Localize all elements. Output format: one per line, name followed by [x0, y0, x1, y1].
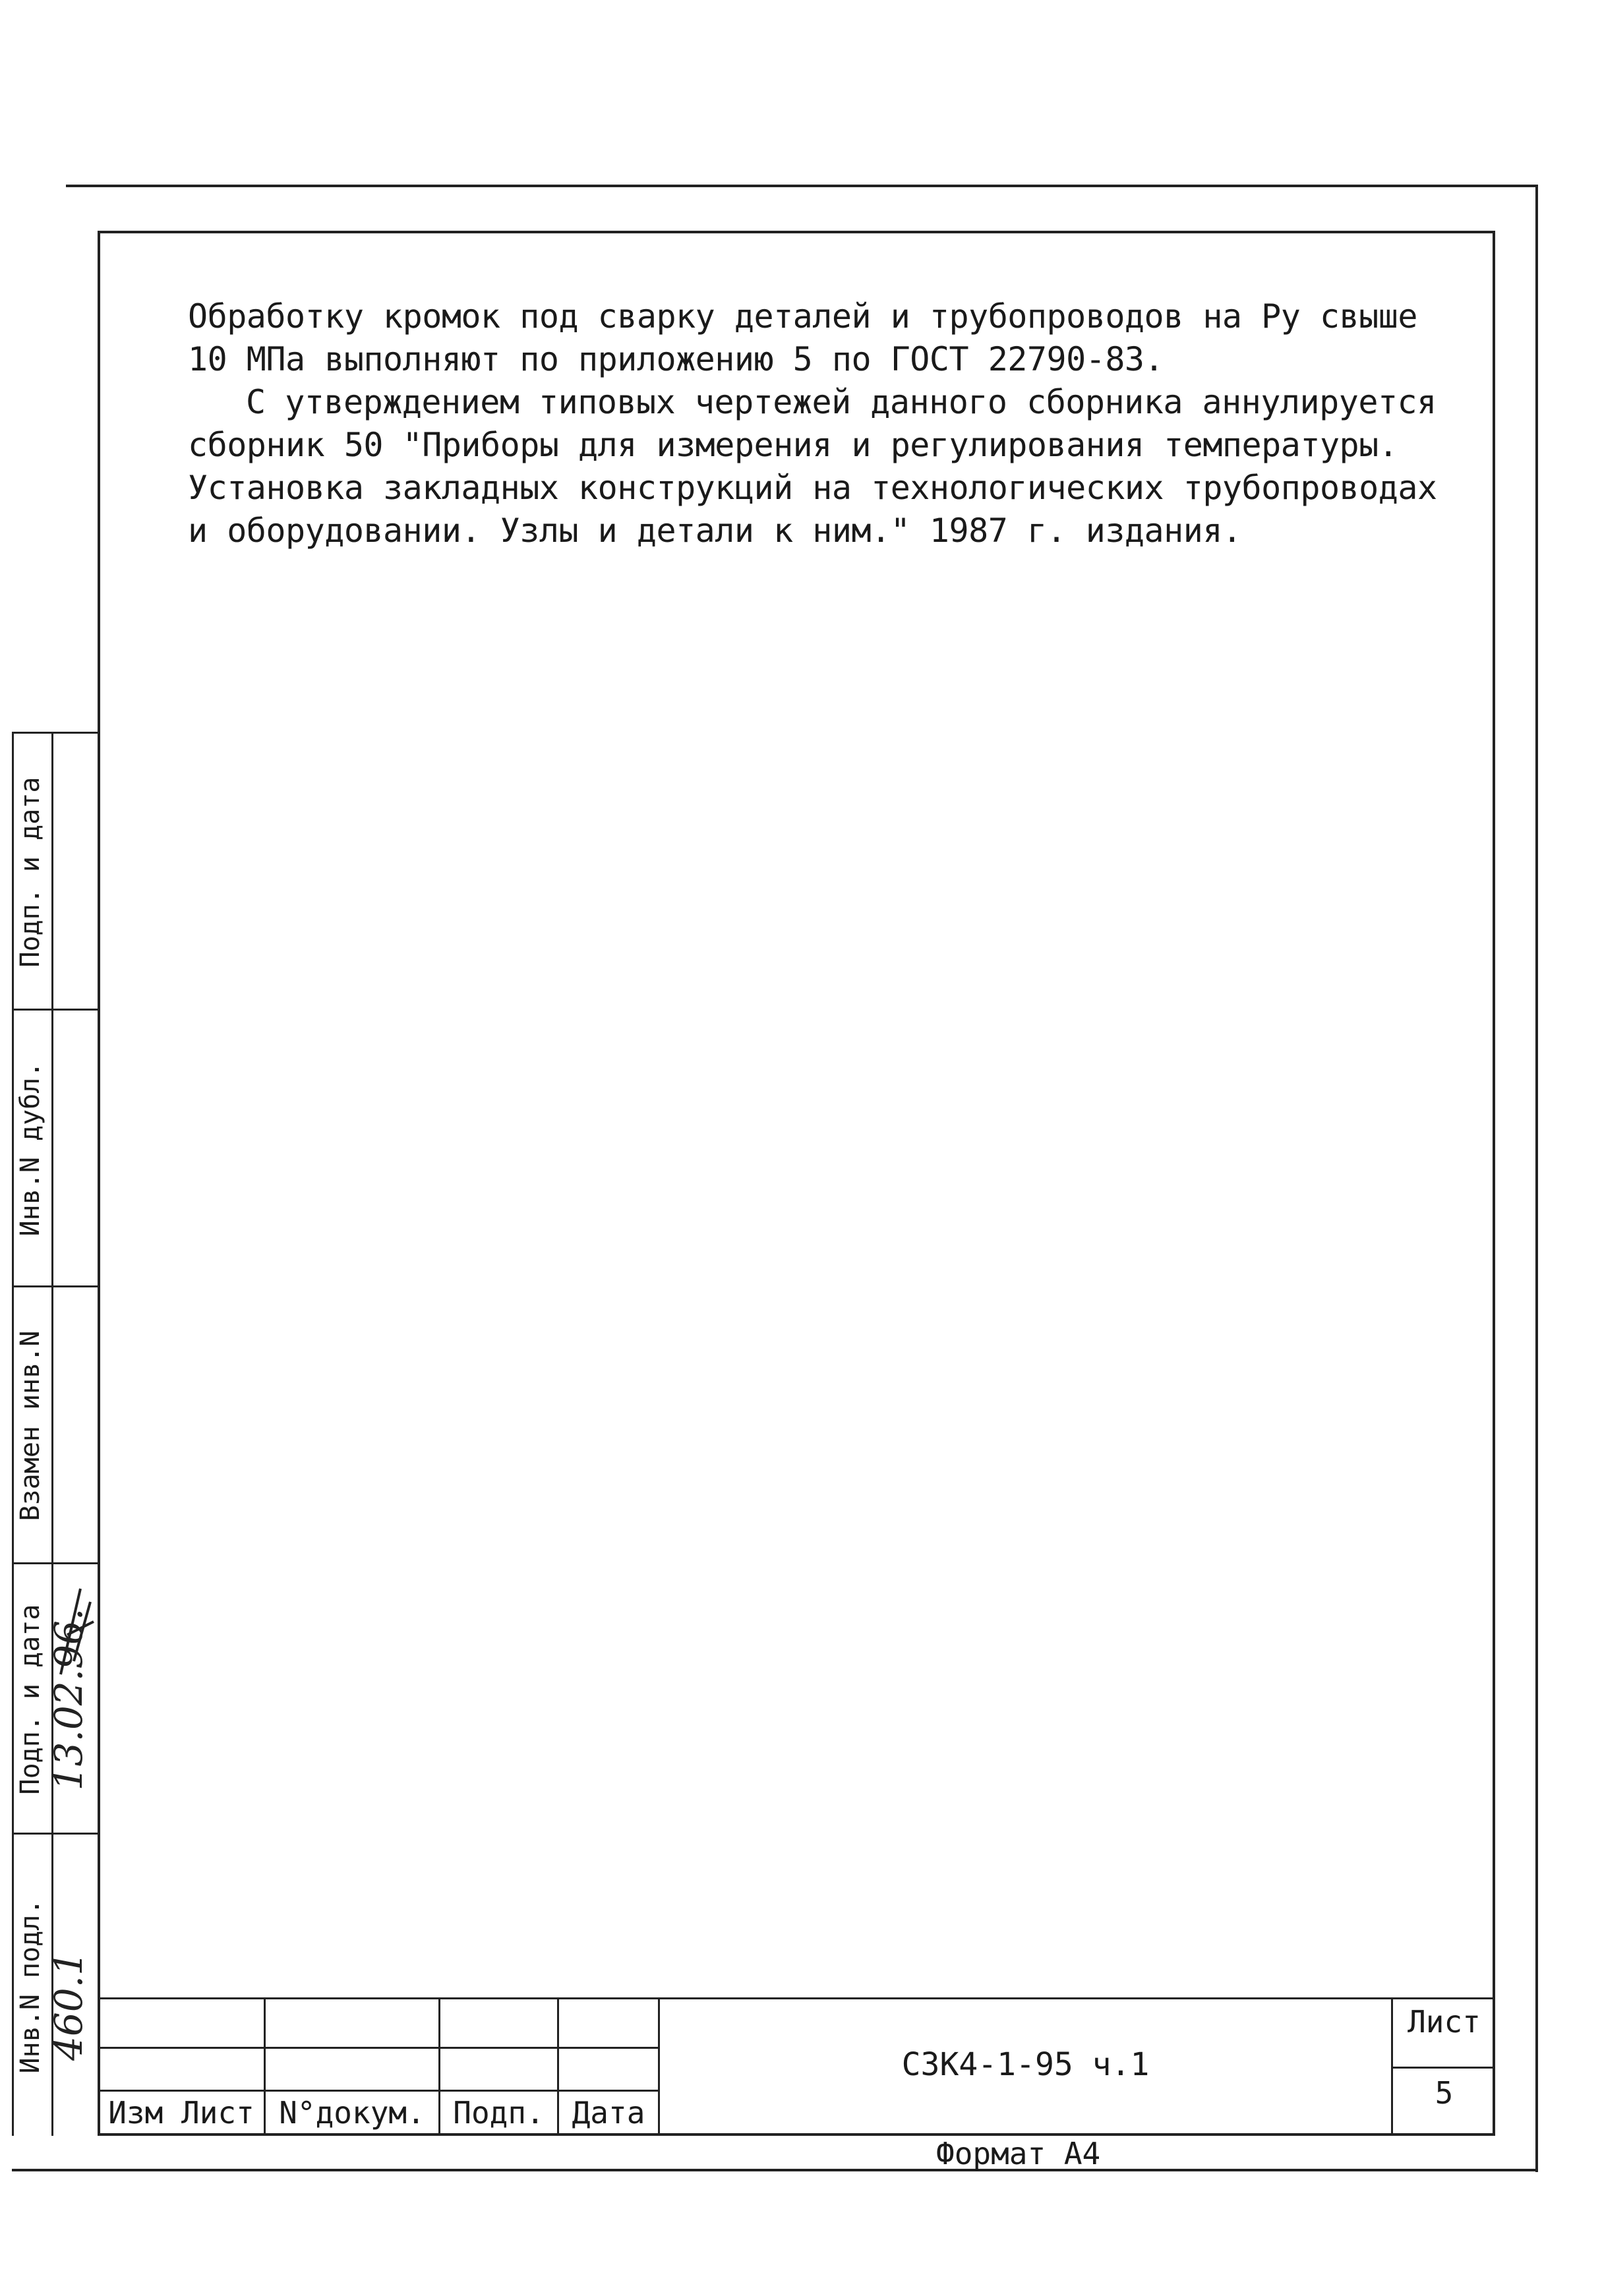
title-block-row	[98, 2090, 658, 2092]
side-field-vzamen-inv: Взамен инв.N	[15, 1330, 45, 1521]
body-line: Установка закладных конструкций на технологических трубопроводах	[188, 469, 1437, 507]
sheet-cell-divider	[1391, 2067, 1495, 2069]
side-field-inv-podl: Инв.N подл.	[15, 1899, 45, 2074]
handwritten-date: 13.02.96.	[46, 1608, 91, 1791]
body-line: и оборудовании. Узлы и детали к ним." 1987 г. издания.	[188, 512, 1242, 550]
sheet-number: 5	[1435, 2075, 1454, 2111]
side-field-podp-data-2: Подп. и дата	[15, 1604, 45, 1795]
body-line: сборник 50 "Приборы для измерения и регулирования температуры.	[188, 426, 1398, 464]
sheet-label: Лист	[1408, 2004, 1481, 2040]
title-block-top	[98, 1997, 1495, 1999]
format-label: Формат А4	[936, 2136, 1101, 2171]
header-ndokum: N°докум.	[279, 2095, 425, 2131]
handwritten-inv-number: 460.1	[46, 1951, 91, 2061]
header-izm: Изм	[108, 2095, 163, 2131]
header-podp: Подп.	[453, 2095, 545, 2131]
title-block-row	[98, 2047, 658, 2049]
body-line: С утверждением типовых чертежей данного сборника аннулируется	[246, 383, 1437, 421]
signature-mark	[54, 1582, 100, 1681]
page-bottom-rule	[12, 2169, 1538, 2171]
header-list: Лист	[181, 2095, 254, 2131]
body-line: 10 МПа выполняют по приложению 5 по ГОСТ 22790-83.	[188, 340, 1164, 378]
title-block-header-izm-list	[99, 2095, 264, 2132]
document-code: СЗК4-1-95 ч.1	[901, 2046, 1150, 2083]
side-field-podp-data: Подп. и дата	[15, 777, 45, 968]
body-text	[188, 295, 1473, 552]
header-data: Дата	[572, 2095, 645, 2131]
side-field-inv-dubl: Инв.N дубл.	[15, 1061, 45, 1237]
body-line: Обработку кромок под сварку деталей и трубопроводов на Ру свыше	[188, 297, 1417, 336]
